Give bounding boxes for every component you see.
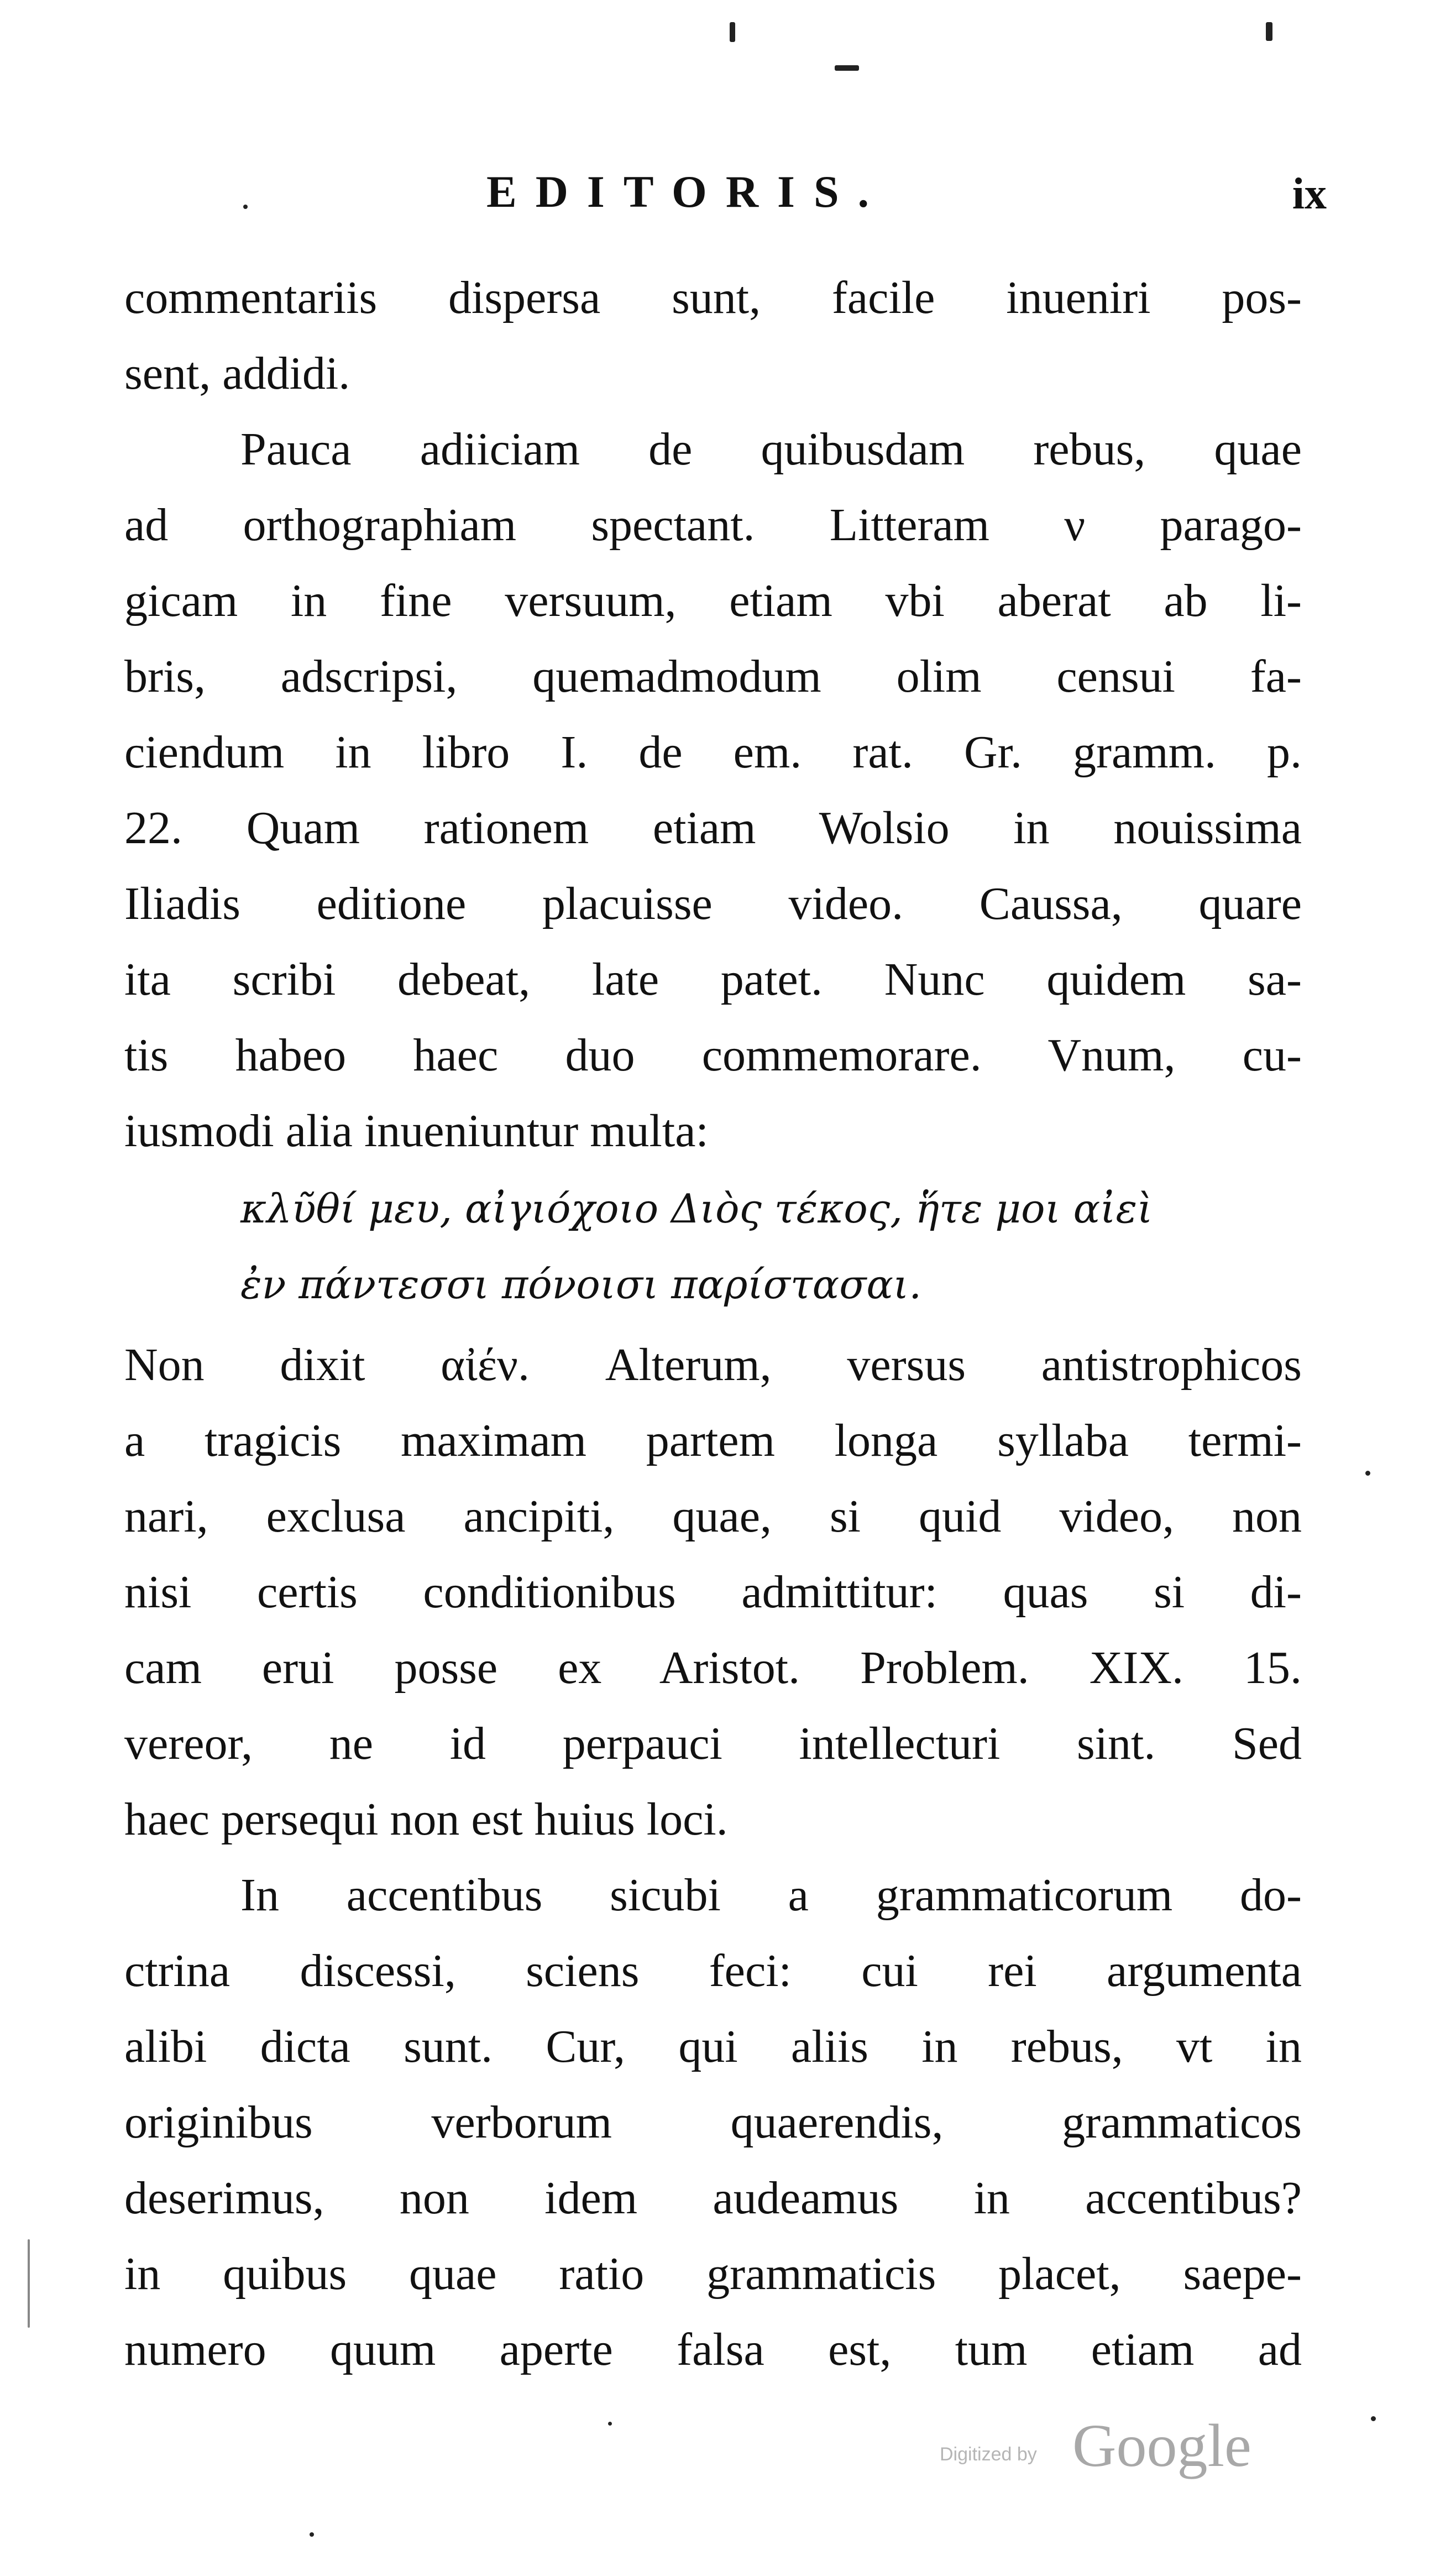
ink-speck [730,22,735,42]
text-line: alibi dicta sunt. Cur, qui aliis in rebus, vt in [124,2021,1302,2072]
ink-speck [1266,22,1272,41]
text-line: In accentibus sicubi a grammaticorum do- [240,1869,1302,1921]
paragraph-3 [124,1327,1302,1857]
ink-speck [608,2422,612,2426]
text-line: ctrina discessi, sciens feci: cui rei argumenta [124,1945,1302,1997]
ink-speck [243,205,248,209]
quote-line: κλῦθί μευ, αἰγιόχοιο Διὸς τέκος, ἥτε μοι αἰεὶ [240,1185,1153,1232]
text-line: 22. Quam rationem etiam Wolsio in nouissima [124,802,1302,854]
text-line: cam erui posse ex Aristot. Problem. XIX. 15. [124,1642,1302,1694]
text-line: deserimus, non idem audeamus in accentibus? [124,2172,1302,2224]
text-line: commentariis dispersa sunt, facile inueniri pos- [124,272,1302,323]
text-line: gicam in fine versuum, etiam vbi aberat ab li- [124,575,1302,626]
page-number: ix [1292,170,1327,218]
paragraph-4 [124,1857,1302,2387]
greek-quotation [240,1171,1302,1323]
text-line: numero quum aperte falsa est, tum etiam ad [124,2324,1302,2375]
text-line: in quibus quae ratio grammaticis placet, saepe- [124,2248,1302,2300]
text-line: Pauca adiiciam de quibusdam rebus, quae [240,424,1302,475]
text-line: haec persequi non est huius loci. [124,1794,728,1845]
paragraph-2 [124,411,1302,1169]
ink-speck [310,2532,314,2537]
text-line: bris, adscripsi, quemadmodum olim censui fa- [124,651,1302,702]
running-head: EDITORIS. [486,166,888,217]
text-line: ciendum in libro I. de em. rat. Gr. gramm. p. [124,727,1302,778]
text-line: Iliadis editione placuisse video. Caussa, quare [124,878,1302,929]
text-line: iusmodi alia inueniuntur multa: [124,1105,709,1157]
text-line: Non dixit αἰέν. Alterum, versus antistrophicos [124,1339,1302,1391]
text-line: sent, addidi. [124,348,350,399]
text-line: nari, exclusa ancipiti, quae, si quid video, non [124,1491,1302,1542]
text-line: vereor, ne id perpauci intellecturi sint. Sed [124,1718,1302,1769]
digitized-watermark [940,2411,1249,2483]
ink-speck [1371,2416,1376,2421]
text-line: originibus verborum quaerendis, grammaticos [124,2097,1302,2148]
text-line: ad orthographiam spectant. Litteram ν parago- [124,499,1302,551]
text-line: nisi certis conditionibus admittitur: quas si di- [124,1566,1302,1618]
text-line: a tragicis maximam partem longa syllaba termi- [124,1415,1302,1466]
paragraph-1 [124,260,1302,411]
ink-speck [835,65,859,71]
quote-line: ἐν πάντεσσι πόνοισι παρίστασαι. [240,1261,922,1308]
body-text [124,260,1302,2387]
google-logo: Google [1072,2412,1251,2479]
page-header [122,166,1327,232]
margin-line [28,2239,30,2328]
ink-speck [1365,1471,1370,1476]
watermark-digitized-by: Digitized by [940,2444,1037,2465]
text-line: tis habeo haec duo commemorare. Vnum, cu- [124,1030,1302,1081]
text-line: ita scribi debeat, late patet. Nunc quidem sa- [124,954,1302,1005]
